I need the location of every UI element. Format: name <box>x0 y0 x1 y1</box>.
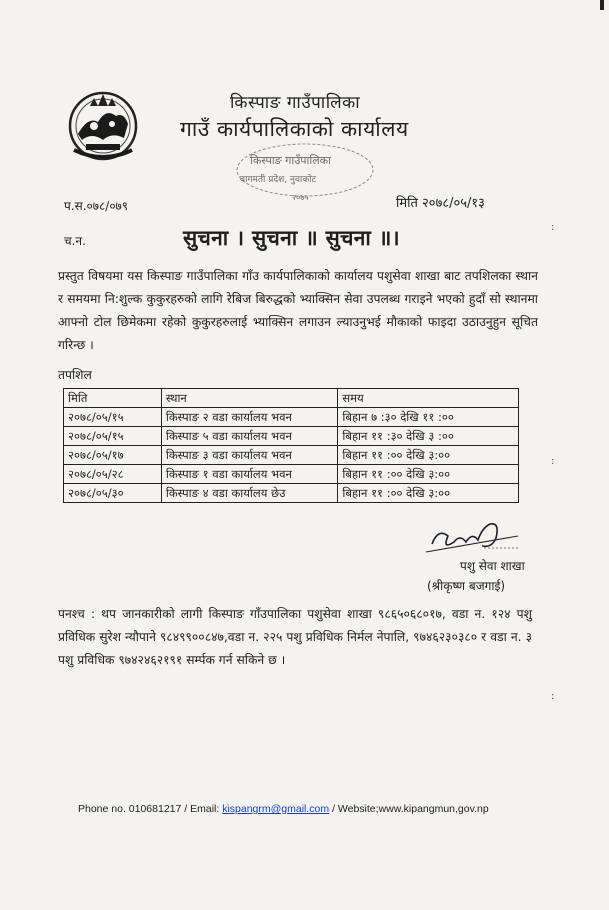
table-row <box>64 465 519 484</box>
notice-body: प्रस्तुत विषयमा यस किस्पाङ गाउँपालिका गाँउ कार्यपालिकाको कार्यालय पशुसेवा शाखा बाट तपशिलका स्थान र समयमा नि:शुल्क कुकुरहरुको लागि रेबिज बिरुद्धको भ्याक्सिन सेवा उपलब्ध गराइने भएको हुदाँ सो स्थानमा आफ्नो टोल छिमेकमा रहेको कुकुरहरुलाई भ्याक्सिन लगाउन ल्याउनुभई मौकाको फाइदा उठाउनुहुन सूचित गरिन्छ । <box>58 269 538 352</box>
official-stamp <box>230 140 380 210</box>
row-date: २०७८/०५/१७ <box>64 446 162 465</box>
header-date: मिति <box>64 389 162 408</box>
row-place: किस्पाङ १ वडा कार्यालय भवन <box>161 465 338 484</box>
row-date: २०७८/०५/१५ <box>64 408 162 427</box>
row-time: बिहान ११ :०० देखि ३:०० <box>338 446 519 465</box>
row-place: किस्पाङ ४ वडा कार्यालय छेउ <box>161 484 338 503</box>
row-place: किस्पाङ ५ वडा कार्यालय भवन <box>161 427 338 446</box>
row-date: २०७८/०५/१५ <box>64 427 162 446</box>
dispatch-number: च.न. <box>64 234 86 248</box>
footer-website: / Website;www.kipangmun,gov.np <box>329 803 489 815</box>
header-place: स्थान <box>161 389 338 408</box>
notice-headline: सुचना । सुचना ॥ सुचना ॥। <box>183 226 400 250</box>
svg-text:बागमती प्रदेश, नुवाकोट: बागमती प्रदेश, नुवाकोट <box>240 175 317 185</box>
table-row <box>64 446 519 465</box>
row-time: बिहान ११ :०० देखि ३:०० <box>338 484 519 503</box>
row-time: बिहान ११ :०० देखि ३:०० <box>338 465 519 484</box>
row-place: किस्पाङ ३ वडा कार्यालय भवन <box>161 446 338 465</box>
nepal-emblem-icon <box>64 86 142 164</box>
margin-dot-mark: : <box>551 456 555 467</box>
row-place: किस्पाङ २ वडा कार्यालय भवन <box>161 408 338 427</box>
table-row <box>64 427 519 446</box>
footer-email-link[interactable]: kispangrm@gmail.com <box>222 803 330 815</box>
row-time: बिहान ११ :३० देखि ३ :०० <box>338 427 519 446</box>
contact-footer <box>78 803 489 815</box>
scan-edge-mark <box>600 0 604 10</box>
signatory-department: पशु सेवा शाखा <box>460 559 525 573</box>
office-name: गाउँ कार्यपालिकाको कार्यालय <box>180 117 409 141</box>
table-header-row <box>64 389 519 408</box>
row-date: २०७८/०५/२८ <box>64 465 162 484</box>
table-row <box>64 484 519 503</box>
signatory-name: (श्रीकृष्ण बजगाई) <box>427 579 506 593</box>
vaccination-schedule-table <box>63 388 519 503</box>
municipality-name: किस्पाङ गाउँपालिका <box>230 93 361 113</box>
header-time: समय <box>338 389 519 408</box>
details-label: तपशिल <box>58 368 92 382</box>
svg-text:२०७५: २०७५ <box>292 193 309 202</box>
row-date: २०७८/०५/३० <box>64 484 162 503</box>
reference-number: प.स.०७८/०७९ <box>64 199 129 213</box>
issue-date: मिति २०७८/०५/१३ <box>396 196 485 211</box>
footer-phone: Phone no. 010681217 / Email: <box>78 803 223 815</box>
postscript-contacts: पनश्च : थप जानकारीको लागी किस्पाङ गाँउपालिका पशुसेवा शाखा ९८६५०६८०१७, वडा न. १२४ पशु प्रविधिक सुरेश न्यौपाने ९८४९९००८४७,वडा न. २२५ पशु प्रविधिक निर्मल नेपालि, ९७४६२३०३८० र वडा न. ३ पशु प्रविधिक ९७४२४६२१९१ सर्म्पक गर्न सकिने छ । <box>58 607 532 667</box>
svg-text:किस्पाङ गाउँपालिका: किस्पाङ गाउँपालिका <box>250 154 331 167</box>
table-row <box>64 408 519 427</box>
signature-mark <box>420 510 520 560</box>
margin-dot-mark: : <box>551 222 555 233</box>
margin-dot-mark: : <box>551 691 555 702</box>
row-time: बिहान ७ :३० देखि ११ :०० <box>338 408 519 427</box>
